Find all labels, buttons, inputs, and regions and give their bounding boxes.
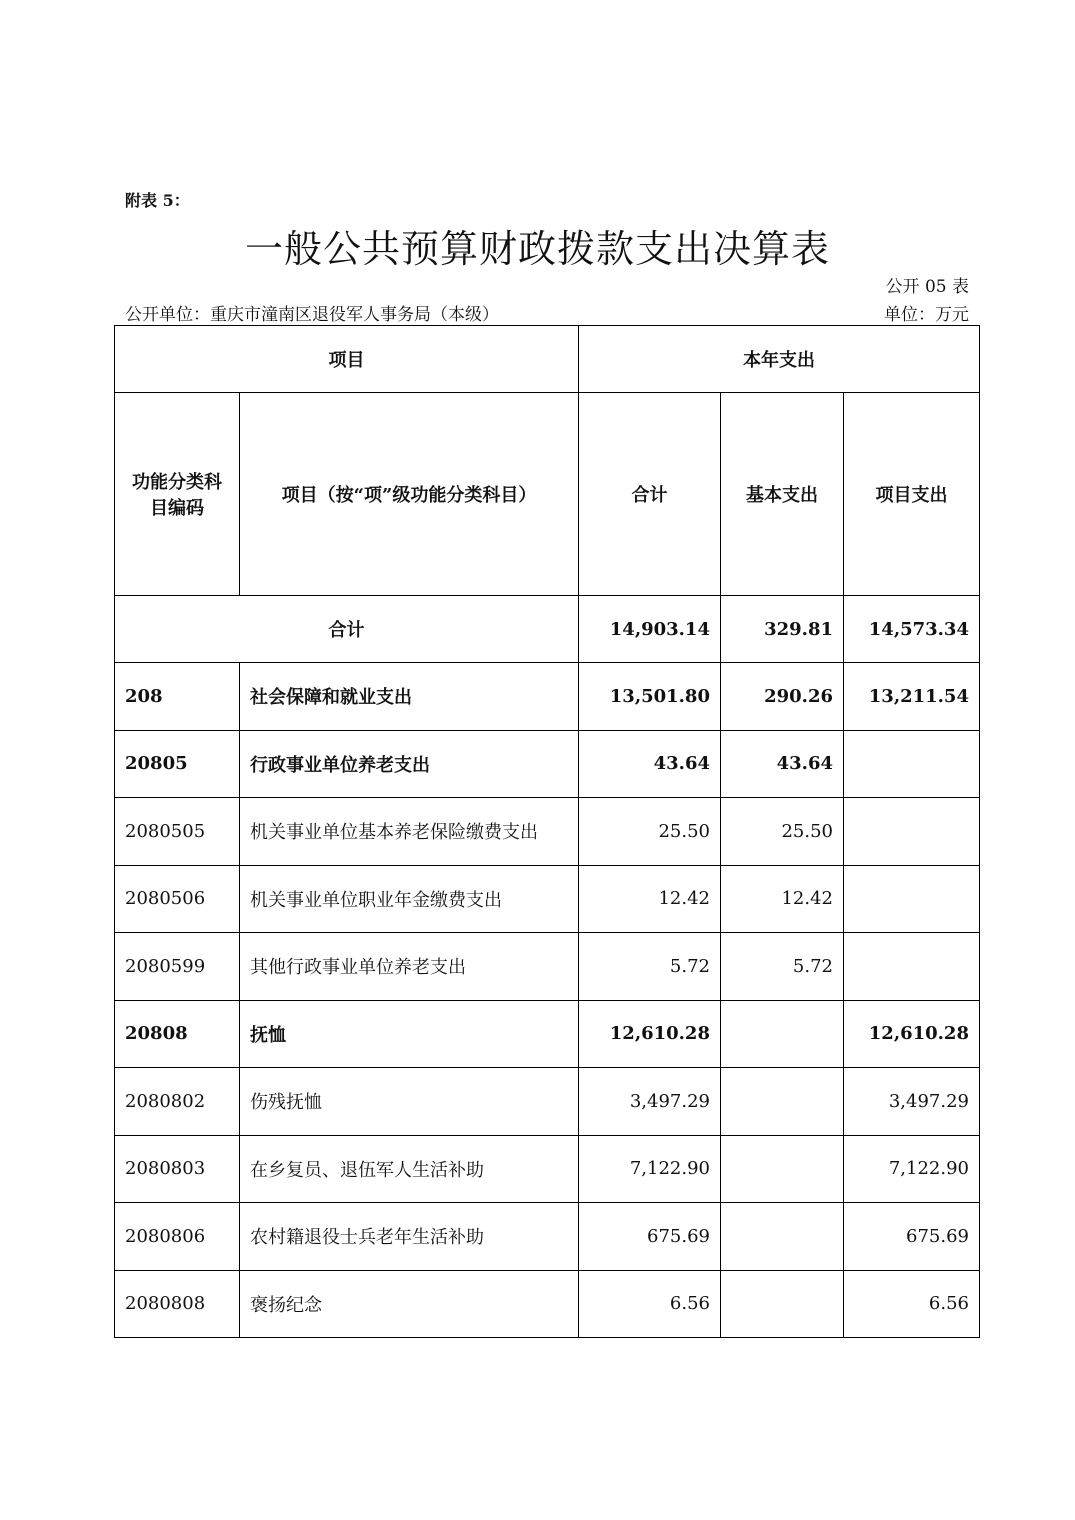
row-basic: 43.64 [721, 730, 844, 798]
row-project: 675.69 [844, 1203, 980, 1271]
table-row [115, 730, 980, 798]
row-code: 2080599 [115, 933, 240, 1001]
table-row [115, 798, 980, 866]
row-basic [721, 1135, 844, 1203]
row-name: 在乡复员、退伍军人生活补助 [240, 1135, 579, 1203]
row-code: 2080506 [115, 865, 240, 933]
row-name: 社会保障和就业支出 [240, 663, 579, 731]
row-name: 机关事业单位基本养老保险缴费支出 [240, 798, 579, 866]
row-total: 675.69 [579, 1203, 721, 1271]
row-project: 13,211.54 [844, 663, 980, 731]
row-project [844, 933, 980, 1001]
attachment-label: 附表 5： [125, 191, 190, 210]
table-row [115, 1068, 980, 1136]
row-basic [721, 1068, 844, 1136]
table-row [115, 1135, 980, 1203]
header-code: 功能分类科目编码 [115, 393, 240, 596]
row-project [844, 730, 980, 798]
form-number: 公开 05 表 [885, 277, 969, 297]
row-total: 5.72 [579, 933, 721, 1001]
row-name: 伤残抚恤 [240, 1068, 579, 1136]
row-code: 20808 [115, 1000, 240, 1068]
table-row [115, 663, 980, 731]
row-project: 3,497.29 [844, 1068, 980, 1136]
table-row [115, 865, 980, 933]
row-name: 农村籍退役士兵老年生活补助 [240, 1203, 579, 1271]
header-project: 项目支出 [844, 393, 980, 596]
row-total: 43.64 [579, 730, 721, 798]
total-sum: 14,903.14 [579, 596, 721, 663]
row-code: 2080806 [115, 1203, 240, 1271]
row-name: 机关事业单位职业年金缴费支出 [240, 865, 579, 933]
header-row-bottom [115, 393, 980, 596]
row-code: 2080802 [115, 1068, 240, 1136]
header-item: 项目 [115, 326, 579, 393]
total-project: 14,573.34 [844, 596, 980, 663]
row-project: 12,610.28 [844, 1000, 980, 1068]
table-row [115, 1000, 980, 1068]
table-row [115, 933, 980, 1001]
row-total: 13,501.80 [579, 663, 721, 731]
row-total: 12.42 [579, 865, 721, 933]
row-project [844, 865, 980, 933]
row-total: 7,122.90 [579, 1135, 721, 1203]
page-title: 一般公共预算财政拨款支出决算表 [244, 227, 830, 271]
row-basic: 25.50 [721, 798, 844, 866]
total-basic: 329.81 [721, 596, 844, 663]
row-project: 7,122.90 [844, 1135, 980, 1203]
row-total: 3,497.29 [579, 1068, 721, 1136]
table-row [115, 1203, 980, 1271]
row-basic: 5.72 [721, 933, 844, 1001]
publishing-unit: 公开单位：重庆市潼南区退役军人事务局（本级） [125, 305, 499, 325]
row-code: 2080505 [115, 798, 240, 866]
header-current-year: 本年支出 [579, 326, 980, 393]
header-row-top [115, 326, 980, 393]
row-project: 6.56 [844, 1270, 980, 1338]
row-basic [721, 1000, 844, 1068]
row-basic [721, 1203, 844, 1271]
row-name: 行政事业单位养老支出 [240, 730, 579, 798]
row-code: 2080808 [115, 1270, 240, 1338]
row-total: 12,610.28 [579, 1000, 721, 1068]
row-project [844, 798, 980, 866]
table-row [115, 1270, 980, 1338]
row-basic: 290.26 [721, 663, 844, 731]
row-basic: 12.42 [721, 865, 844, 933]
row-total: 25.50 [579, 798, 721, 866]
header-basic: 基本支出 [721, 393, 844, 596]
total-label: 合计 [115, 596, 579, 663]
total-row [115, 596, 980, 663]
currency-unit: 单位：万元 [884, 305, 969, 325]
row-name: 抚恤 [240, 1000, 579, 1068]
row-name: 其他行政事业单位养老支出 [240, 933, 579, 1001]
row-name: 褒扬纪念 [240, 1270, 579, 1338]
row-basic [721, 1270, 844, 1338]
row-code: 208 [115, 663, 240, 731]
expenditure-table [114, 325, 980, 1338]
row-code: 20805 [115, 730, 240, 798]
row-total: 6.56 [579, 1270, 721, 1338]
header-total: 合计 [579, 393, 721, 596]
row-code: 2080803 [115, 1135, 240, 1203]
header-item-name: 项目（按“项”级功能分类科目） [240, 393, 579, 596]
